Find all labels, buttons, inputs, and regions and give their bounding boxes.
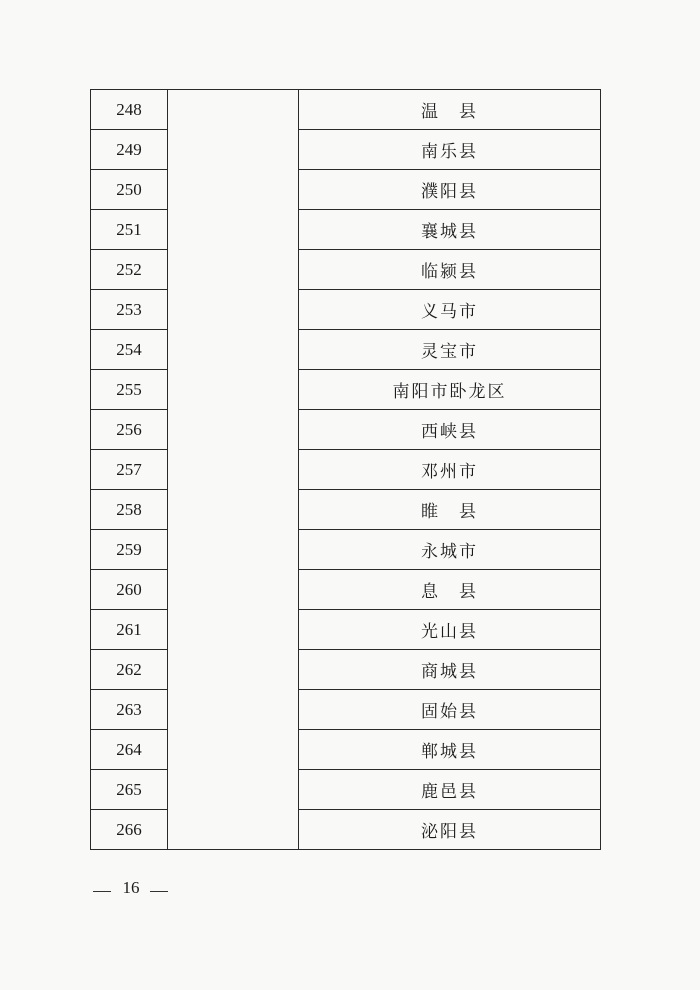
table-row (91, 170, 601, 210)
row-number: 263 (91, 690, 168, 730)
county-name: 郸城县 (299, 730, 601, 770)
county-name: 睢 县 (299, 490, 601, 530)
row-number: 250 (91, 170, 168, 210)
county-name: 光山县 (299, 610, 601, 650)
table-row (91, 130, 601, 170)
county-name: 永城市 (299, 530, 601, 570)
row-number: 266 (91, 810, 168, 850)
table-row (91, 410, 601, 450)
page-number: 16 (122, 878, 140, 897)
table-row (91, 330, 601, 370)
county-name: 义马市 (299, 290, 601, 330)
table-row (91, 250, 601, 290)
county-name: 南乐县 (299, 130, 601, 170)
row-number: 251 (91, 210, 168, 250)
footer-dash-left (93, 891, 111, 892)
table-row (91, 290, 601, 330)
county-name: 固始县 (299, 690, 601, 730)
county-name: 温 县 (299, 90, 601, 130)
row-number: 257 (91, 450, 168, 490)
row-number: 248 (91, 90, 168, 130)
table-row (91, 570, 601, 610)
table-row (91, 730, 601, 770)
county-name: 西峡县 (299, 410, 601, 450)
county-name: 邓州市 (299, 450, 601, 490)
row-number: 249 (91, 130, 168, 170)
table-row (91, 90, 601, 130)
table-row (91, 530, 601, 570)
row-number: 255 (91, 370, 168, 410)
table-row (91, 490, 601, 530)
county-name: 商城县 (299, 650, 601, 690)
county-name: 灵宝市 (299, 330, 601, 370)
row-number: 253 (91, 290, 168, 330)
table-row (91, 650, 601, 690)
row-number: 258 (91, 490, 168, 530)
table-row (91, 810, 601, 850)
table-row (91, 690, 601, 730)
row-number: 261 (91, 610, 168, 650)
row-number: 254 (91, 330, 168, 370)
table-row (91, 370, 601, 410)
row-number: 259 (91, 530, 168, 570)
table-row (91, 450, 601, 490)
footer-dash-right (150, 891, 168, 892)
county-name: 泌阳县 (299, 810, 601, 850)
county-name: 濮阳县 (299, 170, 601, 210)
row-number: 252 (91, 250, 168, 290)
merged-blank-cell (168, 90, 299, 850)
row-number: 264 (91, 730, 168, 770)
county-name: 息 县 (299, 570, 601, 610)
row-number: 256 (91, 410, 168, 450)
county-name: 南阳市卧龙区 (299, 370, 601, 410)
county-name: 鹿邑县 (299, 770, 601, 810)
county-name: 襄城县 (299, 210, 601, 250)
row-number: 260 (91, 570, 168, 610)
table-body (91, 90, 601, 850)
table-row (91, 770, 601, 810)
row-number: 262 (91, 650, 168, 690)
county-list-table (90, 89, 601, 850)
county-name: 临颍县 (299, 250, 601, 290)
table-row (91, 210, 601, 250)
row-number: 265 (91, 770, 168, 810)
table-row (91, 610, 601, 650)
